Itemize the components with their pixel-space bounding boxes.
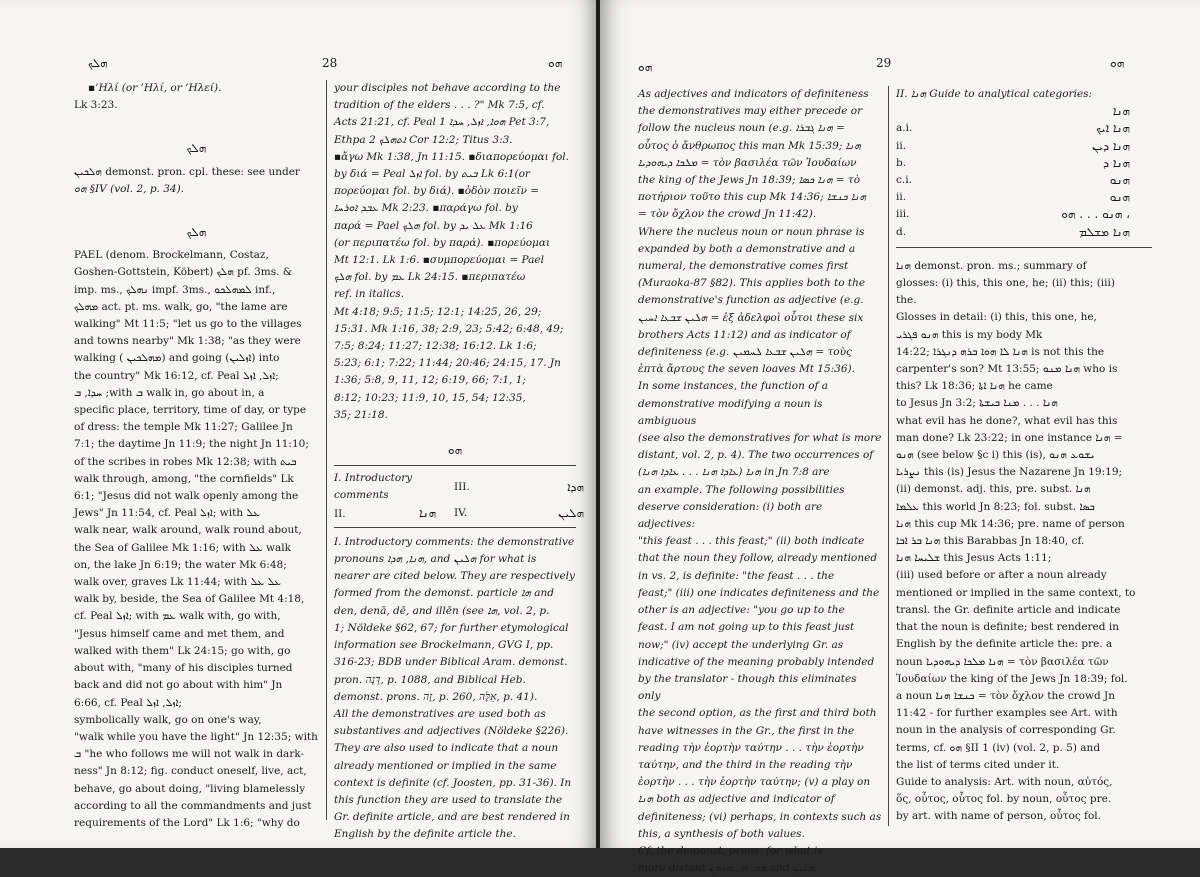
text-line: ܢܨܪܝܐ this (is) Jesus the Nazarene Jn 19:19;: [896, 466, 1123, 479]
text-line: Mt 4:18; 9:5; 11:5; 12:1; 14:25, 26, 29;: [334, 305, 542, 318]
running-head-left: ܗܘ: [638, 60, 653, 74]
text-line: other is an adjective: "you go up to the: [638, 604, 845, 617]
text-line: back and did not go about with him" Jn: [74, 679, 283, 692]
guide-key: [896, 103, 966, 120]
text-line: ܫܠܝܚܐ ܗܢܐ this Jesus Acts 1:11;: [896, 552, 1052, 565]
text-line: that the noun is definite; best rendered in: [896, 621, 1119, 634]
text-line: demonstrative's function as adjective (e.g.: [638, 294, 864, 307]
text-line: 316-23; BDB under Biblical Aram. demonst.: [334, 656, 568, 669]
text-line: an example. The following possibilities: [638, 483, 845, 496]
left-column-2: [334, 80, 584, 844]
text-line: glosses: (i) this, this one, he; (ii) this; (iii): [896, 277, 1115, 290]
text-line: ποτήριον τοῦτο this cup Mk 14:36; ܗܢܐ ܟܢܫܐ: [638, 191, 866, 204]
text-line: demonstrative modifying a noun is ambiguous: [638, 397, 823, 427]
text-line: ܗܢܐ ܒܪ ܐܒܐ this Barabbas Jn 18:40, cf.: [896, 535, 1085, 548]
text-line: 1; Nöldeke §62, 67; for further etymological: [334, 621, 569, 634]
text-line: terms, cf. ܗܘ §II 1 (iv) (vol. 2, p. 5) and: [896, 741, 1101, 754]
text-line: noun in the analysis of corresponding Gr.: [896, 724, 1116, 737]
text-line: ܗܢܘ ܦܓܪܝ this is my body Mk: [896, 328, 1043, 341]
text-line: pronouns ܗܢܐ, ܗܕܐ, and ܗܠܝܢ for what is: [334, 553, 537, 566]
text-line: numeral, the demonstrative comes first: [638, 260, 849, 273]
toc-label: II. ܗܢܐ: [334, 505, 437, 520]
guide-key: iii.: [896, 208, 910, 221]
text-line: Jews" Jn 11:54, cf. Peal ܐܙܠ; with ܥܠ: [74, 507, 260, 520]
toc-row: [334, 505, 584, 523]
section-headword: ܗܘ: [447, 443, 463, 458]
text-line: ܗܢܐ (ܥܐܕܐ ܗܢܐ . . . ܥܐܕܐ ܗܢܐ) in Jn 7:8 are: [638, 466, 830, 479]
text-line: the Sea of Galilee Mk 1:16; with ܥܠ walk: [74, 541, 291, 554]
text-line: by διά = Peal ܐܙܠ fol. by ܒܝܬ Lk 6:1(or: [334, 168, 530, 181]
text-line: ness" Jn 8:12; fig. conduct oneself, live, act,: [74, 765, 307, 778]
text-line: the demonstratives may either precede or: [638, 105, 863, 118]
running-head-left: ܗܠܟ: [88, 56, 108, 70]
divider: [896, 247, 1152, 248]
text-line: ܡܠܟܐ ܕܝܗܘܕܝܐ = τὸν βασιλέα τῶν Ἰουδαίων: [638, 156, 857, 169]
running-head-right: ܗܘ: [548, 56, 563, 70]
text-line: the.: [896, 294, 917, 307]
text-line: noun ܗܢܐ ܡܠܟܐ ܕܝܗܘܕܝܐ = τὸν βασιλέα τῶν: [896, 655, 1109, 668]
text-line: ܒ "he who follows me will not walk in dark-: [74, 748, 305, 761]
text-line: (Muraoka-87 §82). This applies both to the: [638, 277, 866, 290]
greek-variant: ▪’Ηλί (or ’Ηλί, or ’Ηλεί).: [88, 82, 222, 94]
guide-key: ii.: [896, 139, 907, 152]
text-line: 8:12; 10:23; 11:9, 10, 15, 54; 12:35,: [334, 391, 526, 404]
entry-body: [74, 247, 319, 832]
text-line: 6:66, cf. Peal ܐܙܠ, ܐܙܠ;: [74, 696, 182, 709]
text-line: transl. the Gr. definite article and indicate: [896, 603, 1121, 616]
text-line: the list of terms cited under it.: [896, 758, 1060, 771]
toc-num: III.: [454, 480, 470, 493]
text-line: walked with them" Lk 24:15; go with, go: [74, 644, 291, 657]
text-line: As adjectives and indicators of definiteness: [638, 88, 869, 100]
right-column-1: [638, 86, 882, 877]
text-line: "this feast . . . this feast;" (ii) both indicate: [638, 535, 865, 548]
page-number: 28: [322, 56, 338, 70]
text-line: symbolically walk, go on one's way,: [74, 713, 262, 726]
text-line: ܡܗܠܟ act. pt. ms. walk, go, "the lame are: [74, 300, 288, 313]
text-line: carpenter's son? Mt 13:55; ܗܢܐ ܡܢܘ who is: [896, 363, 1118, 376]
text-line: ἑορτὴν . . . τὴν ἑορτὴν ταύτην; (v) a play on: [638, 776, 871, 789]
text-line: information see Brockelmann, GVG I, pp.: [334, 639, 554, 652]
column-rule: [888, 86, 889, 826]
text-line: now;" (iv) accept the underlying Gr. as: [638, 638, 844, 651]
text-line: on, the lake Jn 6:19; the water Mk 6:48;: [74, 558, 287, 571]
text-line: deserve consideration: (i) both are adjectives:: [638, 500, 823, 531]
text-line: by art. with name of person, οὗτος fol.: [896, 810, 1101, 823]
entry-body: [638, 86, 882, 877]
text-line: πορεύομαι fol. by διά). ▪ὁδὸν ποιεῖν =: [334, 185, 540, 198]
text-line: παρά = Pael ܗܠܟ fol. by ܥܠ ܝܕ Mk 1:16: [334, 219, 533, 232]
left-page: [0, 0, 598, 848]
text-line: ܥܠܡܐ this world Jn 8:23; fol. subst. ܟܣܐ: [896, 500, 1095, 513]
text-line: Mt 12:1. Lk 1:6. ▪συμπορεύομαι = Pael: [334, 254, 544, 267]
text-line: this? Lk 18:36; ܗܢܐ ܐܬܐ he came: [896, 380, 1053, 393]
text-line: indicative of the meaning probably intended: [638, 655, 875, 668]
text-line: = τὸν ὄχλον the crowd Jn 11:42).: [638, 208, 817, 221]
text-line: 15:31. Mk 1:16, 38; 2:9, 23; 5:42; 6:48, 49;: [334, 322, 564, 335]
text-line: walking ( ܡܗܠܟܝܢ) and going (ܐܙܠܝܢ) into: [74, 352, 280, 365]
text-line: They are also used to indicate that a noun: [334, 742, 559, 755]
guide-key: a.i.: [896, 122, 913, 135]
toc-syr: ܗܕܐ: [567, 479, 584, 494]
text-line: of the scribes in robes Mk 12:38; with ܒܝܬ: [74, 455, 297, 468]
text-line: English by the definite article the: pre. a: [896, 638, 1113, 651]
text-line: walk near, walk around, walk round about,: [74, 524, 302, 537]
guide-value: ܗܢܐ ܕ: [1103, 155, 1130, 170]
guide-value: ܗܢܐ: [1112, 104, 1130, 119]
text-line: den, denā, dē, and illēn (see ܗܐ, vol. 2, p.: [334, 604, 550, 617]
text-line: (or περιπατέω fol. by παρά). ▪πορεύομαι: [334, 236, 551, 249]
text-line: Guide to analysis: Art. with noun, αὐτός,: [896, 775, 1113, 788]
text-line: PAEL (denom. Brockelmann, Costaz,: [74, 249, 269, 262]
toc-label: I. Introductory comments: [334, 472, 413, 502]
text-line: demonst. prons. זֶה, p. 260, אֵלֶּה, p. 41).: [334, 690, 538, 703]
guide-key: ii.: [896, 191, 907, 204]
text-line: Gr. definite article, and are best rendered in: [334, 811, 570, 824]
text-line: according to all the commandments and just: [74, 799, 312, 812]
text-line: the country" Mk 16:12, cf. Peal ܐܙܠ, ܐܙܠ;: [74, 369, 279, 382]
text-line: formed from the demonst. particle ܗܐ and: [334, 587, 554, 600]
table-of-contents: [334, 465, 584, 528]
text-line: 14:22; ܗܢܐ ܠܐ ܗܘܐ ܒܪܗ ܕܢܓܪܐ is not this the: [896, 345, 1105, 358]
text-line: to Jesus Jn 3:2; ܗܢܐ . . . ܡܢܐ ܒܝܫܬܐ: [896, 397, 1058, 410]
text-line: the second option, as the first and third both: [638, 707, 877, 720]
text-line: ܗܢܘ (see below §c i) this (is), ܝܫܘܥ ܗܢܘ: [896, 449, 1095, 462]
text-line: Cf. the demonst. prons. for what is: [638, 844, 823, 857]
text-line: more distant ܗܘ, ܗܝ, ܗܢܘܢ and ܗܢܝܢ.: [638, 862, 818, 875]
entry-body: [334, 80, 576, 424]
text-line: walking" Mt 11:5; "let us go to the villages: [74, 318, 302, 331]
text-line: your disciples not behave according to the: [334, 82, 561, 94]
text-line: 11:42 - for further examples see Art. with: [896, 707, 1118, 720]
text-line: already mentioned or implied in the same: [334, 759, 557, 772]
text-line: substantives and adjectives (Nöldeke §226).: [334, 725, 569, 738]
text-line: Acts 21:21, cf. Peal ܗܘܐ, ܐܙܠ, ܚܕܐ 1 Pet 3:7,: [334, 116, 550, 129]
text-line: ▪ἄγω Mk 1:38, Jn 11:15. ▪διαπορεύομαι fol.: [334, 150, 569, 163]
text-line: reading τὴν ἑορτὴν ταύτην . . . τὴν ἑορτὴν: [638, 741, 864, 754]
toc-syr: ܗܠܝܢ: [558, 506, 584, 521]
text-line: ܗܠܟ fol. by ܥܡ Lk 24:15. ▪περιπατέω: [334, 271, 526, 284]
introductory-comments: [334, 534, 576, 844]
text-line: All the demonstratives are used both as: [334, 707, 546, 720]
text-line: ܚܕܐ, ܒ ;with ܒ walk in, go about in, a: [74, 386, 265, 399]
text-line: ὅς, οὗτος, οὗτος fol. by noun, οὗτος pre.: [896, 793, 1112, 806]
guide-value: ܗܢܐ ܐܝܟ: [1096, 121, 1130, 136]
right-page: [600, 0, 1200, 875]
text-line: 7:1; the daytime Jn 11:9; the night Jn 11:10;: [74, 438, 309, 451]
guide-value: ܗܢܐ ܡܫܠܡ: [1079, 224, 1130, 239]
guide-value: ܗܢܐ ܕܝܢ: [1092, 138, 1130, 153]
entry-body: [896, 258, 1152, 826]
text-line: requirements of the Lord" Lk 1:6; "why do: [74, 816, 300, 829]
text-line: context is definite (cf. Joosten, pp. 31-36). In: [334, 776, 572, 789]
text-line: "walk while you have the light" Jn 12:35; with: [74, 730, 318, 743]
column-rule: [326, 80, 327, 820]
text-line: οὗτος ὁ ἄνθρωπος this man Mk 15:39; ܗܢܐ: [638, 139, 861, 152]
text-line: 7:5; 8:24; 11:27; 12:38; 16:12. Lk 1:6;: [334, 340, 537, 353]
text-line: feast;" (iii) one indicates definiteness and the: [638, 586, 880, 599]
text-line: ܗܠܝܢ ܫܒܥܐ ܐܚܝܢ = ἑξ ἀδελφοὶ οὗτοι these six: [638, 311, 864, 324]
toc-row: [334, 470, 584, 504]
text-line: this function they are used to translate the: [334, 793, 563, 806]
text-line: walk by, beside, the Sea of Galilee Mt 4:18,: [74, 593, 305, 606]
text-line: tradition of the elders . . . ?" Mk 7:5, cf.: [334, 99, 545, 112]
text-line: Ἰουδαίων the king of the Jews Jn 18:39; fol.: [896, 672, 1128, 685]
text-line: Where the nucleus noun or noun phrase is: [638, 225, 865, 238]
text-line: ταύτην, and the third in the reading τὴν: [638, 758, 853, 771]
left-column-1: [74, 80, 319, 832]
text-line: definiteness (e.g. ܗܠܝܢ ܫܒܥܐ ܠܚܡܝܢ = τοὺς: [638, 346, 852, 359]
guide-value: ܗܢܘ: [1109, 173, 1130, 188]
text-line: man done? Lk 23:22; in one instance ܗܢܐ =: [896, 431, 1123, 444]
entry-headword: ܗܠܟ: [186, 225, 207, 240]
reference: Lk 3:23.: [74, 99, 118, 112]
text-line: In some instances, the function of a: [638, 380, 829, 393]
text-line: feast. I am not going up to this feast just: [638, 621, 855, 634]
text-line: ܗܢܐ demonst. pron. ms.; summary of: [896, 259, 1087, 272]
text-line: have witnesses in the Gr., the first in the: [638, 724, 855, 737]
text-line: behave, go about doing, "living blamelessly: [74, 782, 306, 795]
text-line: the king of the Jews Jn 18:39; ܗܢܐ ܟܣܐ = τὸ: [638, 174, 861, 187]
text-line: Ethpa ܐܬܗܠܟ 2 Cor 12:2; Titus 3:3.: [334, 133, 513, 146]
text-line: in vs. 2, is definite: "the feast . . . the: [638, 569, 835, 582]
text-line: that the noun they follow, already mentioned: [638, 552, 878, 565]
guide-value: ܗܢܘ: [1109, 190, 1130, 205]
text-line: 5:23; 6:1; 7:22; 11:44; 20:46; 24:15, 17. Jn: [334, 357, 561, 370]
entry-headword: ܗܠܟ: [186, 141, 207, 156]
text-line: mentioned or implied in the same context, to: [896, 586, 1136, 599]
guide-list: [896, 103, 1152, 241]
text-line: ܗܢܐ both as adjective and indicator of: [638, 793, 835, 806]
text-line: about with, "many of his disciples turned: [74, 662, 293, 675]
text-line: walk through, among, "the cornfields" Lk: [74, 472, 294, 485]
text-line: walk over, graves Lk 11:44; with ܥܠ ܥܠ: [74, 576, 282, 589]
running-head-right: ܗܘ: [1110, 56, 1125, 70]
text-line: imp. ms., ܢܗܠܟ impf. 3ms., ܠܡܗܠܟܘ inf.,: [74, 283, 276, 296]
text-line: 6:1; "Jesus did not walk openly among the: [74, 490, 299, 503]
text-line: a noun ܟܢܫܐ ܗܢܐ = τὸν ὄχλον the crowd Jn: [896, 689, 1116, 702]
right-column-2: [896, 86, 1152, 826]
text-line: I. Introductory comments: the demonstrative: [334, 535, 575, 548]
text-line: ܥܒܕ ܐܘܪܚܐ Mk 2:23. ▪παράγω fol. by: [334, 202, 518, 215]
text-line: (ii) demonst. adj. this, pre. subst. ܗܢܐ: [896, 483, 1091, 496]
text-line: and towns nearby" Mk 1:38; "as they were: [74, 335, 301, 348]
text-line: (see also the demonstratives for what is more: [638, 432, 882, 445]
guide-key: c.i.: [896, 174, 912, 187]
guide-key: d.: [896, 225, 907, 238]
text-line: distant, vol. 2, p. 4). The two occurrences of: [638, 449, 874, 462]
text-line: ܗܢܐ this cup Mk 14:36; pre. name of person: [896, 517, 1125, 530]
text-line: pron. דְּנָה, p. 1088, and Biblical Heb.: [334, 673, 526, 686]
text-line: Goshen-Gottstein, Köbert) ܗܠܟ pf. 3ms. &: [74, 266, 293, 279]
text-line: specific place, territory, time of day, or type: [74, 404, 307, 417]
text-line: cf. Peal ܐܙܠ; with ܥܡ walk with, go with,: [74, 610, 281, 623]
guide-value: ܗܢܘ . . . ܗܘ ،: [1061, 207, 1130, 222]
text-line: brothers Acts 11:12) and as indicator of: [638, 328, 851, 341]
toc-num: IV.: [454, 507, 468, 520]
text-line: definiteness; (vi) perhaps, in contexts such as: [638, 810, 882, 823]
text-line: English by the definite article the.: [334, 828, 516, 841]
text-line: 35; 21:18.: [334, 408, 388, 421]
entry-text: ܗܘ §IV (vol. 2, p. 34).: [74, 182, 185, 195]
text-line: "Jesus himself came and met them, and: [74, 627, 285, 640]
text-line: expanded by both a demonstrative and a: [638, 242, 856, 255]
guide-heading: II. ܗܢܐ Guide to analytical categories:: [896, 88, 1093, 100]
page-number: 29: [876, 56, 892, 70]
text-line: ref. in italics.: [334, 288, 405, 301]
text-line: follow the nucleus noun (e.g. ܗܢܐ ܓܒܪܐ =: [638, 122, 845, 135]
text-line: this, a synthesis of both values.: [638, 827, 805, 840]
entry-text: ܗܠܟܝܢ demonst. pron. cpl. these: see under: [74, 165, 300, 178]
text-line: 1:36; 5:8, 9, 11, 12; 6:19, 66; 7:1, 1;: [334, 374, 526, 387]
text-line: of dress: the temple Mk 11:27; Galilee Jn: [74, 421, 293, 434]
text-line: nearer are cited below. They are respectively: [334, 570, 575, 583]
text-line: by the translator - though this eliminates only: [638, 672, 857, 703]
text-line: what evil has he done?, what evil has this: [896, 414, 1118, 427]
text-line: (iii) used before or after a noun already: [896, 569, 1107, 582]
text-line: ἑπτὰ ἄρτους the seven loaves Mt 15:36).: [638, 363, 855, 376]
text-line: Glosses in detail: (i) this, this one, he,: [896, 311, 1097, 324]
guide-key: b.: [896, 156, 907, 169]
